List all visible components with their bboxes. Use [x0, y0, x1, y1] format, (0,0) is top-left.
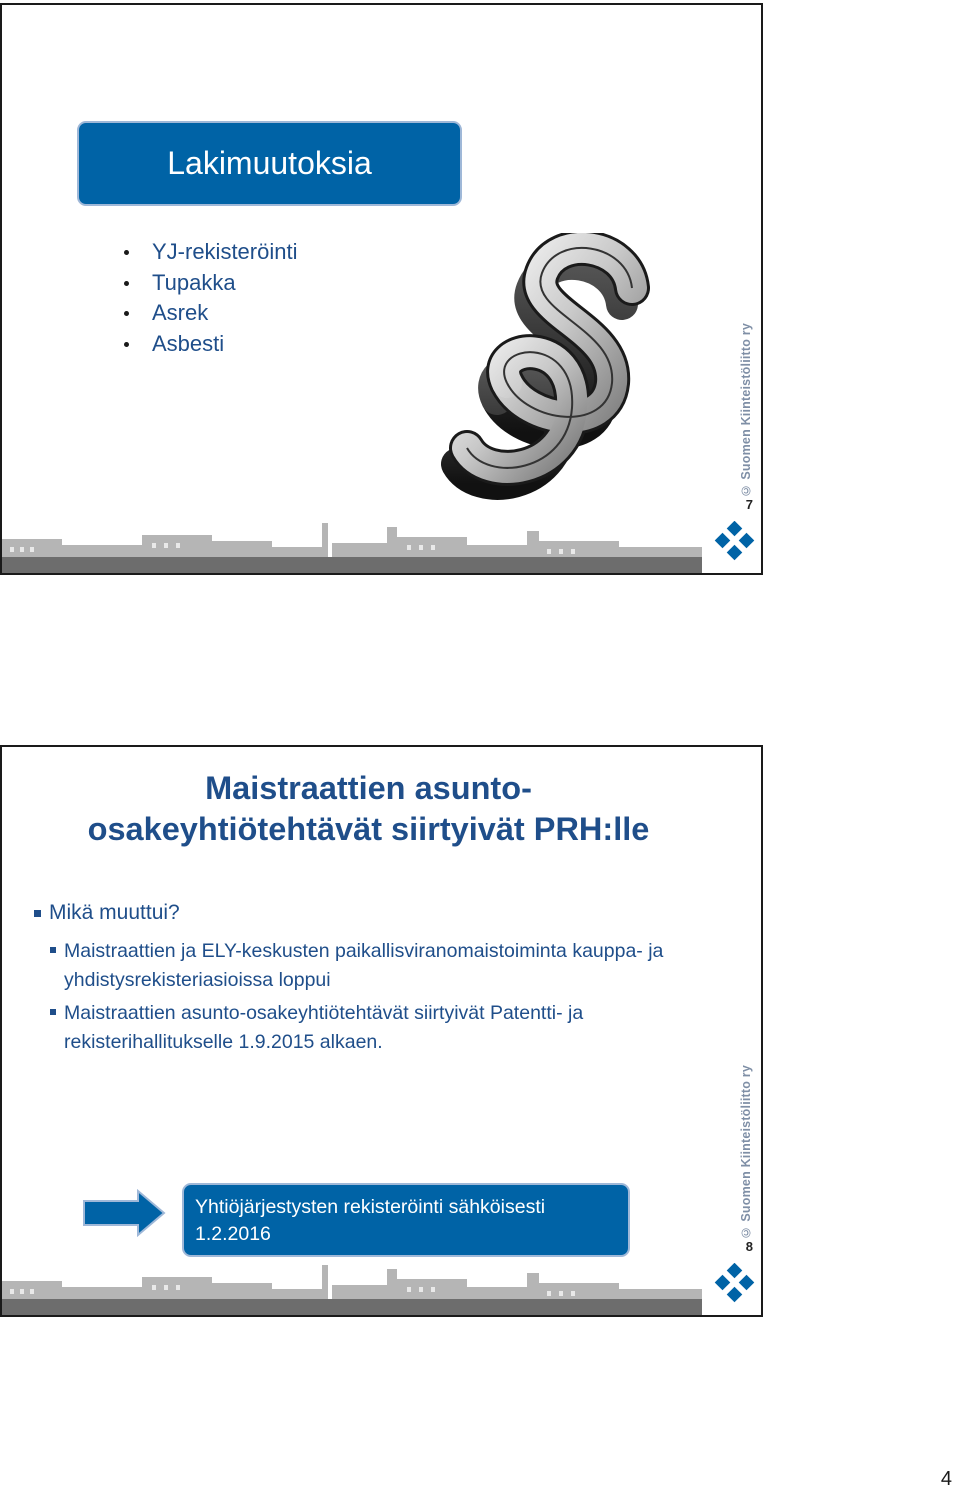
logo-icon	[713, 1263, 757, 1307]
slide-title-line: osakeyhtiötehtävät siirtyivät PRH:lle	[87, 811, 650, 847]
city-skyline-image	[2, 517, 702, 573]
section-sign-icon	[427, 233, 677, 518]
slide-number: 8	[745, 1239, 753, 1254]
copyright-label: © Suomen Kiinteistöliitto ry	[739, 1065, 753, 1240]
slide-title	[2, 768, 735, 850]
bullet-text: Maistraattien asunto-osakeyhtiötehtävät siirtyivät Patentti- ja rekisterihallitukselle 1.9.2015 alkaen.	[64, 1002, 584, 1053]
bullet-square	[34, 910, 41, 917]
bullet-item: Tupakka	[124, 268, 297, 299]
bullet-square	[50, 947, 56, 953]
bullet-item: Asrek	[124, 298, 297, 329]
copyright-label: © Suomen Kiinteistöliitto ry	[739, 323, 753, 498]
callout-text: Yhtiöjärjestysten rekisteröinti sähköisesti	[195, 1196, 546, 1218]
slide-title-box	[77, 121, 462, 206]
bullet-item: Asbesti	[124, 329, 297, 360]
bullet-text: Maistraattien ja ELY-keskusten paikallisviranomaistoiminta kauppa- ja yhdistysrekisteriasioissa loppui	[64, 940, 664, 991]
bullet-item	[34, 901, 180, 925]
arrow-right-icon	[82, 1189, 167, 1237]
bullet-text: Mikä muuttui?	[49, 901, 180, 924]
slide-number: 7	[745, 497, 753, 512]
slide-title-line: Maistraattien asunto-	[205, 770, 532, 806]
slide-7	[0, 3, 763, 575]
bullet-square	[50, 1009, 56, 1015]
page-number: 4	[940, 1468, 952, 1490]
slide-title: Lakimuutoksia	[167, 145, 372, 181]
logo-icon	[713, 521, 757, 565]
bullet-item: YJ-rekisteröinti	[124, 237, 297, 268]
callout-box	[182, 1183, 630, 1257]
callout-text: 1.2.2016	[195, 1223, 271, 1245]
sub-bullet-item	[50, 999, 724, 1057]
bullet-list	[124, 237, 297, 359]
city-skyline-image	[2, 1259, 702, 1315]
slide-8	[0, 745, 763, 1317]
sub-bullet-item	[50, 937, 724, 995]
